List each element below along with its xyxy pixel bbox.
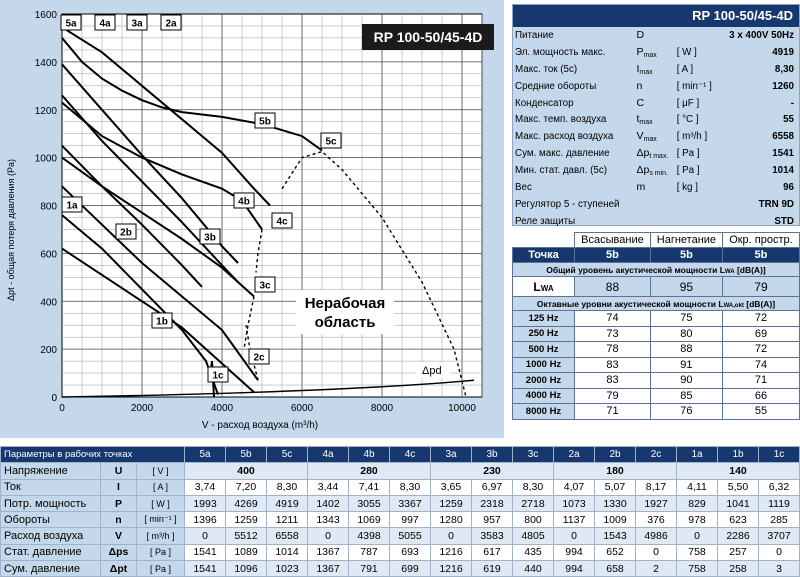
op-value: 1543 <box>595 528 636 544</box>
spec-name: Эл. мощность макс. <box>515 46 606 58</box>
op-point: 4b <box>349 447 390 463</box>
noise-octave-row <box>513 373 800 389</box>
noise-octave-freq: 8000 Hz <box>513 404 575 420</box>
spec-row <box>513 95 799 112</box>
spec-symbol <box>634 213 674 230</box>
spec-row <box>513 61 799 78</box>
spec-row <box>513 27 799 44</box>
op-value: 258 <box>718 561 759 577</box>
op-value: 1137 <box>554 512 595 528</box>
noise-octave-value: 72 <box>722 311 799 327</box>
y-tick-label: 600 <box>40 249 57 261</box>
curve-label-5c: 5c <box>325 136 337 148</box>
spec-symbol: $t_{max}$ <box>636 113 653 127</box>
x-tick-label: 0 <box>59 403 65 414</box>
y-tick-label: 200 <box>40 345 57 357</box>
op-value: 1216 <box>431 561 472 577</box>
x-tick-label: 4000 <box>210 403 234 414</box>
op-value: 0 <box>185 528 226 544</box>
op-row <box>1 544 800 560</box>
op-value: 1089 <box>226 544 267 560</box>
op-value: 3707 <box>759 528 800 544</box>
op-value: 957 <box>472 512 513 528</box>
noise-octave-value: 74 <box>575 311 651 327</box>
spec-value: TRN 9D <box>758 198 794 210</box>
x-tick-label: 8000 <box>370 403 394 414</box>
op-value: 5512 <box>226 528 267 544</box>
spec-name: Реле защиты <box>515 215 576 227</box>
op-value: 1216 <box>431 544 472 560</box>
op-value: 6558 <box>267 528 308 544</box>
spec-name: Макс. темп. воздуха <box>515 114 607 126</box>
spec-unit: [ m³/h ] <box>676 131 708 143</box>
op-value: 8,17 <box>636 479 677 495</box>
op-value: 1073 <box>554 495 595 511</box>
noise-table <box>512 232 800 420</box>
noise-point: 5b <box>722 248 799 263</box>
op-row-name: Ток <box>1 479 101 495</box>
curve-label-4c: 4c <box>276 216 288 228</box>
operating-points-table <box>0 446 800 577</box>
op-value: 4,11 <box>677 479 718 495</box>
op-value: 376 <box>636 512 677 528</box>
spec-name: Макс. расход воздуха <box>515 131 614 143</box>
noise-octave-value: 80 <box>650 326 722 342</box>
op-value: 1069 <box>349 512 390 528</box>
specs-panel <box>512 4 800 226</box>
op-row-name: Стат. давление <box>1 544 101 560</box>
op-point: 3c <box>513 447 554 463</box>
noise-octave-value: 88 <box>650 342 722 358</box>
x-tick-label: 6000 <box>290 403 314 414</box>
op-point: 3a <box>431 447 472 463</box>
curve-label-5b: 5b <box>259 116 271 128</box>
op-voltage-group: 180 <box>554 463 677 479</box>
op-value: 1280 <box>431 512 472 528</box>
op-value: 2 <box>636 561 677 577</box>
op-value: 758 <box>677 561 718 577</box>
spec-name: Конденсатор <box>515 97 574 109</box>
noise-octave-value: 79 <box>575 388 651 404</box>
spec-name: Макс. ток (5с) <box>515 63 578 75</box>
op-value: 1119 <box>759 495 800 511</box>
spec-unit: [ Pa ] <box>676 148 700 160</box>
noise-octave-freq: 500 Hz <box>513 342 575 358</box>
noise-octave-value: 85 <box>650 388 722 404</box>
op-value: 787 <box>349 544 390 560</box>
op-row-name: Потр. мощность <box>1 495 101 511</box>
noise-octave-freq: 250 Hz <box>513 326 575 342</box>
noise-header-row <box>513 233 800 248</box>
op-value: 1259 <box>431 495 472 511</box>
noise-octave-value: 90 <box>650 373 722 389</box>
op-voltage-group: 400 <box>185 463 308 479</box>
op-row-unit: [ W ] <box>137 495 185 511</box>
spec-value: 55 <box>783 114 794 126</box>
op-value: 791 <box>349 561 390 577</box>
y-tick-label: 1600 <box>34 10 57 21</box>
spec-row <box>513 213 799 230</box>
noise-octave-value: 69 <box>722 326 799 342</box>
op-voltage-group: 280 <box>308 463 431 479</box>
performance-chart <box>0 0 504 438</box>
op-value: 693 <box>390 544 431 560</box>
op-title: Параметры в рабочих точках <box>1 447 185 463</box>
op-value: 1396 <box>185 512 226 528</box>
spec-row <box>513 196 799 213</box>
chart-canvas <box>0 0 504 438</box>
noise-point: 5b <box>575 248 651 263</box>
x-axis-label: V - расход воздуха (m³/h) <box>201 420 319 431</box>
op-value: 1023 <box>267 561 308 577</box>
op-value: 440 <box>513 561 554 577</box>
op-value: 1367 <box>308 544 349 560</box>
spec-unit: [ W ] <box>676 46 697 58</box>
spec-value: 1260 <box>772 80 794 92</box>
op-value: 5055 <box>390 528 431 544</box>
spec-unit: [ μF ] <box>676 97 700 109</box>
spec-symbol: n <box>636 80 643 93</box>
op-value: 4986 <box>636 528 677 544</box>
spec-value: 96 <box>783 181 794 193</box>
op-value: 285 <box>759 512 800 528</box>
op-value: 829 <box>677 495 718 511</box>
noise-point: 5b <box>650 248 722 263</box>
curve-label-1a: 1a <box>66 200 78 212</box>
noise-octave-row <box>513 311 800 327</box>
op-row <box>1 528 800 544</box>
op-value: 8,30 <box>513 479 554 495</box>
op-row <box>1 479 800 495</box>
spec-unit <box>675 213 719 230</box>
op-row-name: Напряжение <box>1 463 101 479</box>
spec-value: 1014 <box>772 165 794 177</box>
chart-title: RP 100-50/45-4D <box>373 29 483 45</box>
op-value: 1343 <box>308 512 349 528</box>
op-value: 0 <box>431 528 472 544</box>
spec-symbol: $\Delta p_{s min.}$ <box>636 164 668 178</box>
op-value: 435 <box>513 544 554 560</box>
spec-row <box>513 78 799 95</box>
noise-header: Всасывание <box>575 233 651 248</box>
op-value: 1259 <box>226 512 267 528</box>
op-value: 0 <box>636 544 677 560</box>
op-point: 1b <box>718 447 759 463</box>
noise-octave-value: 73 <box>575 326 651 342</box>
spec-symbol <box>634 196 674 213</box>
noise-octave-caption: Октавные уровни акустической мощности LWA,okt [dB(A)] <box>513 297 800 311</box>
noise-octave-value: 72 <box>722 342 799 358</box>
region-label-2: область <box>314 314 376 331</box>
op-point: 1c <box>759 447 800 463</box>
op-value: 619 <box>472 561 513 577</box>
curve-label-4b: 4b <box>238 196 250 208</box>
op-value: 997 <box>390 512 431 528</box>
op-value: 994 <box>554 544 595 560</box>
op-value: 4398 <box>349 528 390 544</box>
op-value: 3583 <box>472 528 513 544</box>
noise-point-row <box>513 248 800 263</box>
curve-label-2c: 2c <box>253 352 265 364</box>
spec-unit: [ Pa ] <box>676 165 700 177</box>
pd-label: Δpd <box>422 365 442 377</box>
spec-name: Сум. макс. давление <box>515 148 610 160</box>
spec-symbol: m <box>636 181 646 194</box>
op-header-row <box>1 447 800 463</box>
op-value: 1014 <box>267 544 308 560</box>
noise-octave-caption-row <box>513 297 800 311</box>
op-row-symbol: U <box>101 463 137 479</box>
y-tick-label: 400 <box>40 297 57 309</box>
op-value: 1096 <box>226 561 267 577</box>
op-value: 5,07 <box>595 479 636 495</box>
op-row <box>1 561 800 577</box>
spec-symbol: D <box>636 29 645 42</box>
spec-name: Регулятор 5 - ступеней <box>515 198 620 210</box>
op-value: 257 <box>718 544 759 560</box>
spec-unit: [ kg ] <box>676 181 698 193</box>
op-voltage-group: 230 <box>431 463 554 479</box>
noise-octave-row <box>513 357 800 373</box>
op-row-symbol: Δps <box>101 544 137 560</box>
spec-unit <box>675 196 719 213</box>
op-value: 2718 <box>513 495 554 511</box>
spec-row <box>513 162 799 179</box>
op-value: 4269 <box>226 495 267 511</box>
noise-octave-value: 71 <box>722 373 799 389</box>
y-tick-label: 800 <box>40 201 57 213</box>
noise-header: Нагнетание <box>650 233 722 248</box>
spec-unit <box>675 27 719 44</box>
noise-corner <box>513 233 575 248</box>
spec-row <box>513 128 799 145</box>
curve-label-2a: 2a <box>165 18 177 30</box>
op-value: 658 <box>595 561 636 577</box>
noise-panel <box>512 232 800 435</box>
op-value: 758 <box>677 544 718 560</box>
op-row-name: Сум. давление <box>1 561 101 577</box>
op-value: 3055 <box>349 495 390 511</box>
op-point: 5b <box>226 447 267 463</box>
op-value: 1402 <box>308 495 349 511</box>
op-value: 7,41 <box>349 479 390 495</box>
op-value: 6,32 <box>759 479 800 495</box>
spec-value: 3 x 400V 50Hz <box>729 29 794 41</box>
op-value: 0 <box>554 528 595 544</box>
op-value: 2318 <box>472 495 513 511</box>
op-value: 3,65 <box>431 479 472 495</box>
op-value: 1541 <box>185 561 226 577</box>
spec-row <box>513 179 799 196</box>
spec-unit: [ A ] <box>676 63 694 75</box>
y-axis-label: Δpt - общая потеря давления (Pa) <box>6 159 16 301</box>
noise-octave-value: 71 <box>575 404 651 420</box>
op-row-symbol: V <box>101 528 137 544</box>
noise-lwa-value: 88 <box>575 277 651 297</box>
curve-label-3b: 3b <box>204 232 216 244</box>
op-value: 0 <box>308 528 349 544</box>
curve-label-2b: 2b <box>120 227 132 239</box>
x-tick-label: 10000 <box>448 403 476 414</box>
y-tick-label: 1000 <box>34 153 57 165</box>
noise-octave-value: 83 <box>575 373 651 389</box>
op-row-name: Расход воздуха <box>1 528 101 544</box>
op-point: 3b <box>472 447 513 463</box>
spec-name: Питание <box>515 29 554 41</box>
op-value: 8,30 <box>267 479 308 495</box>
spec-symbol: C <box>636 97 645 109</box>
op-value: 1330 <box>595 495 636 511</box>
noise-octave-freq: 4000 Hz <box>513 388 575 404</box>
noise-octave-freq: 2000 Hz <box>513 373 575 389</box>
noise-octave-row <box>513 342 800 358</box>
op-point: 2a <box>554 447 595 463</box>
op-value: 994 <box>554 561 595 577</box>
y-tick-label: 1200 <box>34 105 57 117</box>
noise-octave-value: 66 <box>722 388 799 404</box>
curve-label-4a: 4a <box>99 18 111 30</box>
spec-unit: [ min⁻¹ ] <box>676 80 712 92</box>
noise-octave-row <box>513 326 800 342</box>
spec-row <box>513 111 799 128</box>
op-row-unit: [ m³/h ] <box>137 528 185 544</box>
curve-label-1c: 1c <box>212 370 224 382</box>
spec-row <box>513 145 799 162</box>
op-voltage-group: 140 <box>677 463 800 479</box>
op-value: 623 <box>718 512 759 528</box>
op-value: 617 <box>472 544 513 560</box>
op-point: 4a <box>308 447 349 463</box>
x-tick-label: 2000 <box>130 403 154 414</box>
curve-label-5a: 5a <box>65 18 77 30</box>
noise-header: Окр. простр. <box>722 233 799 248</box>
curve-label-3a: 3a <box>131 18 143 30</box>
op-row-unit: [ Pa ] <box>137 544 185 560</box>
op-value: 3367 <box>390 495 431 511</box>
spec-symbol: $V_{max}$ <box>636 130 657 144</box>
op-value: 5,50 <box>718 479 759 495</box>
spec-value: STD <box>774 215 794 227</box>
op-point: 2b <box>595 447 636 463</box>
op-value: 7,20 <box>226 479 267 495</box>
op-value: 800 <box>513 512 554 528</box>
op-row-symbol: P <box>101 495 137 511</box>
noise-octave-row <box>513 388 800 404</box>
spec-value: 6558 <box>772 131 794 143</box>
op-value: 4,07 <box>554 479 595 495</box>
op-voltage-row <box>1 463 800 479</box>
noise-lwa-row <box>513 277 800 297</box>
op-row-unit: [ A ] <box>137 479 185 495</box>
spec-value: 1541 <box>772 148 794 160</box>
op-value: 978 <box>677 512 718 528</box>
op-value: 1211 <box>267 512 308 528</box>
op-point: 1a <box>677 447 718 463</box>
op-row-symbol: Δpt <box>101 561 137 577</box>
noise-total-caption-row <box>513 263 800 277</box>
spec-value: - <box>790 97 794 109</box>
noise-octave-value: 83 <box>575 357 651 373</box>
op-value: 6,97 <box>472 479 513 495</box>
spec-value: 8,30 <box>774 63 794 75</box>
noise-octave-row <box>513 404 800 420</box>
op-value: 4919 <box>267 495 308 511</box>
y-tick-label: 0 <box>51 393 57 404</box>
spec-name: Мин. стат. давл. (5с) <box>515 165 608 177</box>
noise-point-label: Точка <box>513 248 575 263</box>
op-value: 2286 <box>718 528 759 544</box>
op-value: 1993 <box>185 495 226 511</box>
noise-octave-value: 75 <box>650 311 722 327</box>
op-value: 3,74 <box>185 479 226 495</box>
noise-total-caption: Общий уровень акустической мощности LWA [dB(A)] <box>513 263 800 277</box>
op-row-symbol: n <box>101 512 137 528</box>
op-point: 4c <box>390 447 431 463</box>
op-row-unit: [ Pa ] <box>137 561 185 577</box>
noise-lwa-label: LWA <box>513 277 575 297</box>
op-row-unit: [ V ] <box>137 463 185 479</box>
op-value: 1927 <box>636 495 677 511</box>
noise-octave-freq: 125 Hz <box>513 311 575 327</box>
op-row-name: Обороты <box>1 512 101 528</box>
noise-octave-freq: 1000 Hz <box>513 357 575 373</box>
op-value: 1041 <box>718 495 759 511</box>
op-value: 3,44 <box>308 479 349 495</box>
region-label-1: Нерабочая <box>304 295 386 312</box>
specs-table <box>513 27 799 230</box>
noise-lwa-value: 95 <box>650 277 722 297</box>
op-row <box>1 512 800 528</box>
op-value: 1367 <box>308 561 349 577</box>
noise-octave-value: 78 <box>575 342 651 358</box>
op-value: 4805 <box>513 528 554 544</box>
spec-value: 4919 <box>772 46 794 58</box>
spec-unit: [ °C ] <box>676 114 699 126</box>
spec-symbol: $I_{max}$ <box>636 62 653 76</box>
specs-title: RP 100-50/45-4D <box>513 5 799 27</box>
op-value: 652 <box>595 544 636 560</box>
op-row <box>1 495 800 511</box>
op-point: 5c <box>267 447 308 463</box>
curve-label-1b: 1b <box>156 316 168 328</box>
y-tick-label: 1400 <box>34 57 57 69</box>
noise-octave-value: 76 <box>650 404 722 420</box>
op-value: 0 <box>677 528 718 544</box>
spec-name: Вес <box>515 181 532 193</box>
op-row-unit: [ min⁻¹ ] <box>137 512 185 528</box>
op-value: 0 <box>759 544 800 560</box>
op-point: 5a <box>185 447 226 463</box>
op-value: 1009 <box>595 512 636 528</box>
op-value: 8,30 <box>390 479 431 495</box>
curve-label-3c: 3c <box>259 280 271 292</box>
spec-name: Средние обороты <box>515 80 597 92</box>
noise-octave-value: 74 <box>722 357 799 373</box>
operating-points-panel <box>0 446 800 577</box>
op-value: 1541 <box>185 544 226 560</box>
spec-row <box>513 44 799 61</box>
op-point: 2c <box>636 447 677 463</box>
spec-symbol: $P_{max}$ <box>636 45 657 59</box>
noise-octave-value: 91 <box>650 357 722 373</box>
noise-lwa-value: 79 <box>722 277 799 297</box>
op-row-symbol: I <box>101 479 137 495</box>
spec-symbol: $\Delta p_{t max.}$ <box>636 147 669 161</box>
noise-octave-value: 55 <box>722 404 799 420</box>
op-value: 3 <box>759 561 800 577</box>
op-value: 699 <box>390 561 431 577</box>
